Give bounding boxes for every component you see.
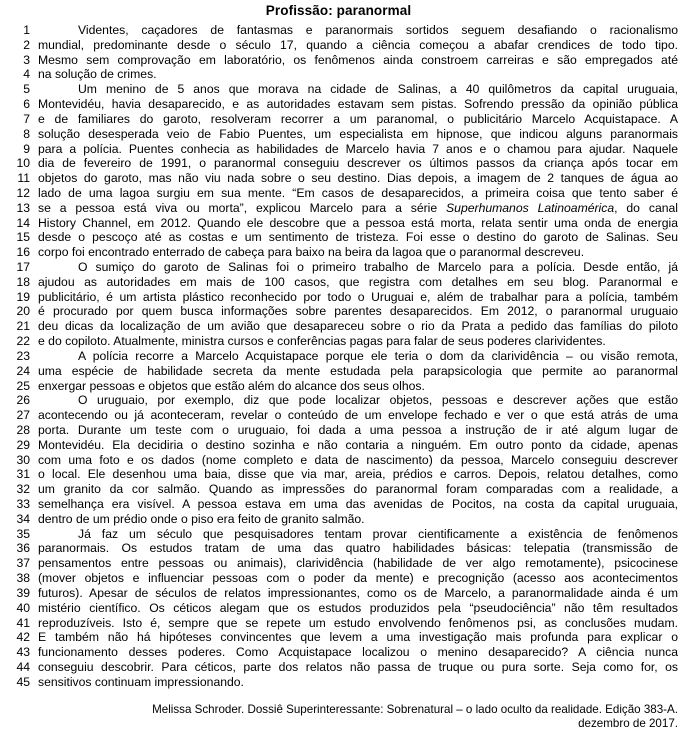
line-text: o local. Ele desenhou uma baia, disse que via mar, areia, prédios e carros. Depois, relatou detalhes, como — [38, 467, 678, 482]
line-number: 10 — [16, 156, 30, 171]
line-text: mundial, predominante desde o século 17, quando a ciência começou a abafar crendices de todo tipo. — [38, 37, 678, 52]
line-number: 43 — [16, 645, 30, 660]
numbered-passage — [0, 23, 681, 690]
passage-line — [0, 660, 681, 675]
line-text: dentro de um prédio onde o piso era feito de granito salmão. — [38, 511, 365, 526]
line-number: 19 — [16, 289, 30, 304]
passage-line — [0, 349, 681, 364]
passage-line — [0, 379, 681, 394]
passage-line — [0, 453, 681, 468]
line-number: 38 — [16, 571, 30, 586]
line-number: 36 — [16, 541, 30, 556]
line-number: 22 — [16, 334, 30, 349]
line-text: futuros). Apesar de séculos de relatos impressionantes, como os de Marcelo, a paranormalidade ainda é um — [38, 585, 678, 600]
line-text: acontecendo ou já aconteceram, revelar o conteúdo de um envelope fechado e ver o que está atrás de uma — [38, 408, 678, 423]
line-text: History Channel, em 2012. Quando ele descobre que a pessoa está morta, relata sentir uma onda de energia — [38, 215, 678, 230]
line-text: desde o pescoço até as costas e um sentimento de tristeza. Foi esse o destino do garoto de Salinas. Seu — [38, 230, 678, 245]
line-number: 35 — [16, 526, 30, 541]
passage-line — [0, 245, 681, 260]
line-text: Montevidéu, havia desaparecido, e as autoridades estavam sem pistas. Sofrendo pressão da opinião pública — [38, 97, 678, 112]
passage-line — [0, 541, 681, 556]
line-text: publicitário, é um artista plástico reconhecido por todo o Uruguai e, além de trabalhar para a polícia, também — [38, 289, 678, 304]
passage-line — [0, 512, 681, 527]
passage-line — [0, 364, 681, 379]
passage-line — [0, 230, 681, 245]
passage-line — [0, 38, 681, 53]
passage-line — [0, 645, 681, 660]
line-text: (mover objetos e influenciar pessoas com o poder da mente) e precognição (acesso aos acontecimentos — [38, 571, 678, 586]
passage-line — [0, 630, 681, 645]
passage-line — [0, 408, 681, 423]
passage-line — [0, 616, 681, 631]
line-text: com uma foto e os dados (nome completo e data de nascimento) da pessoa, Marcelo conseguiu descrever — [38, 452, 678, 467]
line-number: 18 — [16, 274, 30, 289]
passage-line — [0, 260, 681, 275]
line-text: deu dicas da localização de um avião que desapareceu sobre o rio da Prata a pedido das famílias do piloto — [38, 319, 678, 334]
line-text: lado de uma lagoa surgiu em sua mente. “Em casos de desaparecidos, a primeira coisa que tento saber é — [38, 185, 678, 200]
passage-line — [0, 67, 681, 82]
line-number: 44 — [16, 659, 30, 674]
line-number: 6 — [23, 97, 30, 112]
passage-line — [0, 82, 681, 97]
line-text: O sumiço do garoto de Salinas foi o primeiro trabalho de Marcelo para a polícia. Desde então, já — [78, 260, 678, 274]
passage-line — [0, 334, 681, 349]
line-text: semelhança era visível. A pessoa estava em uma das avenidas de Pocitos, na costa da capital uruguaia, — [38, 497, 678, 511]
line-text: corpo foi encontrado enterrado de cabeça para baixo na beira da lagoa que o paranormal descreveu. — [38, 245, 585, 260]
line-number: 7 — [23, 111, 30, 126]
line-number: 15 — [16, 230, 30, 245]
passage-line — [0, 186, 681, 201]
line-number: 13 — [16, 200, 30, 215]
passage-line — [0, 319, 681, 334]
passage-line — [0, 142, 681, 157]
line-number: 29 — [16, 437, 30, 452]
line-text: Um menino de 5 anos que morava na cidade de Salinas, a 40 quilômetros da capital uruguaia, — [78, 82, 678, 97]
line-number: 28 — [16, 422, 30, 437]
line-text: Montevidéu. Ela decidiria o destino sozinha e não contaria a ninguém. Em outro ponto da cidade, apenas — [38, 437, 678, 452]
passage-line — [0, 304, 681, 319]
line-text: Videntes, caçadores de fantasmas e paranormais sortidos seguem desafiando o racionalismo — [78, 23, 678, 37]
passage-line — [0, 112, 681, 127]
passage-line — [0, 601, 681, 616]
line-number: 27 — [16, 408, 30, 423]
line-text: para a polícia. Puentes conhecia as habilidades de Marcelo havia 7 anos e o chamou para ajudar. Naquele — [38, 141, 678, 156]
passage-line — [0, 97, 681, 112]
line-text: mistério científico. Os céticos alegam que os estudos produzidos pela “pseudociência” não têm resultados — [38, 600, 678, 615]
line-text: uma espécie de habilidade secreta da mente estudada pela parapsicologia que permite ao paranormal — [38, 363, 678, 378]
line-number: 11 — [17, 171, 30, 186]
line-text: solução desesperada veio de Fabio Puentes, um especialista em hipnose, que indicou alguns paranormais — [38, 126, 678, 141]
attribution-line-2: dezembro de 2017. — [578, 717, 678, 731]
line-number: 5 — [23, 82, 30, 97]
line-number: 9 — [23, 141, 30, 156]
attribution — [0, 703, 681, 732]
passage-line — [0, 23, 681, 38]
line-text: enxergar pessoas e objetos que estão além do alcance dos seus olhos. — [38, 378, 425, 393]
passage-line — [0, 127, 681, 142]
line-text: paranormais. Os estudos tratam de uma das quatro habilidades básicas: telepatia (transmissão de — [38, 541, 678, 556]
passage-line — [0, 423, 681, 438]
line-text: reproduzíveis. Isto é, sempre que se repete um estudo envolvendo fenômenos psi, as conclusões mudam. — [38, 615, 678, 630]
line-text: Mesmo sem comprovação em laboratório, os fenômenos ainda constroem carreiras e são empregados até — [38, 52, 678, 67]
line-text: A polícia recorre a Marcelo Acquistapace porque ele teria o dom da clarividência – ou visão remota, — [78, 348, 678, 363]
line-text: O uruguaio, por exemplo, diz que pode localizar objetos, pessoas e descrever ações que estão — [78, 393, 678, 408]
passage-line — [0, 556, 681, 571]
attribution-line-1: Melissa Schroder. Dossiê Superinteressante: Sobrenatural – o lado oculto da realidade. Edição 383-A. — [152, 702, 678, 716]
passage-line — [0, 275, 681, 290]
line-text: dia de fevereiro de 1991, o paranormal conseguiu descrever os últimos passos da criança após tocar em — [38, 156, 678, 171]
line-number: 26 — [16, 393, 30, 408]
passage-line — [0, 482, 681, 497]
line-text: conseguiu descobrir. Para céticos, parte dos relatos não passa de truque ou pura sorte. Seja como for, os — [38, 659, 678, 674]
line-number: 30 — [16, 452, 30, 467]
passage-line — [0, 586, 681, 601]
line-number: 12 — [16, 185, 30, 200]
passage-line — [0, 438, 681, 453]
line-number: 17 — [16, 260, 30, 274]
line-number: 24 — [16, 363, 30, 378]
line-number: 21 — [16, 319, 30, 334]
line-number: 40 — [16, 600, 30, 615]
line-number: 39 — [16, 585, 30, 600]
line-number: 8 — [23, 126, 30, 141]
line-number: 42 — [16, 630, 30, 645]
passage-line — [0, 201, 681, 216]
line-text: Já faz um século que pesquisadores tentam provar cientificamente a existência de fenômenos — [78, 526, 678, 541]
line-number: 1 — [23, 23, 30, 37]
passage-line — [0, 675, 681, 690]
line-text: um granito da cor salmão. Quando as impressões do paranormal foram comparadas com a realidade, a — [38, 482, 678, 497]
line-text: é procurado por quem busca informações sobre parentes desaparecidos. Em 2012, o paranormal uruguaio — [38, 304, 678, 319]
line-text: sensitivos continuam impressionando. — [38, 674, 244, 689]
line-number: 34 — [16, 511, 30, 526]
line-text: se a pessoa está viva ou morta”, explicou Marcelo para a série Superhumanos Latinoamérica, do canal — [38, 200, 678, 215]
line-number: 25 — [16, 378, 30, 393]
passage-line — [0, 571, 681, 586]
line-text: pensamentos entre pessoas ou animais), clarividência (habilidade de ver algo remotamente), psicocinese — [38, 556, 678, 571]
line-text: funcionamento desses poderes. Como Acquistapace localizou o menino desaparecido? A ciência nunca — [38, 645, 678, 660]
line-number: 37 — [16, 556, 30, 571]
page-title: Profissão: paranormal — [265, 3, 412, 18]
passage-line — [0, 171, 681, 186]
passage-line — [0, 393, 681, 408]
line-text: e do copiloto. Atualmente, ministra cursos e conferências pagas para falar de seus poderes clarividentes. — [38, 334, 606, 349]
line-number: 20 — [16, 304, 30, 319]
line-text: e de familiares do garoto, resolveram recorrer a um paranomal, o publicitário Marcelo Acquistapace. A — [38, 111, 678, 126]
passage-line — [0, 467, 681, 482]
line-number: 33 — [16, 497, 30, 511]
line-number: 4 — [23, 67, 30, 82]
passage-line — [0, 527, 681, 542]
line-text: na solução de crimes. — [38, 67, 157, 82]
passage-line — [0, 53, 681, 68]
document-page — [0, 2, 681, 755]
passage-line — [0, 216, 681, 231]
line-number: 41 — [16, 615, 30, 630]
line-number: 14 — [16, 215, 30, 230]
line-number: 16 — [16, 245, 30, 260]
line-number: 2 — [23, 37, 30, 52]
line-text: objetos do garoto, mas não viu nada sobre o seu destino. Dias depois, a imagem de 2 tanques de água ao — [38, 171, 678, 186]
line-text: porta. Durante um teste com o uruguaio, foi dada a uma pessoa a instrução de ir até algum lugar de — [38, 422, 678, 437]
line-number: 23 — [16, 348, 30, 363]
line-text: ajudou as autoridades em mais de 100 casos, que registra com detalhes em seu blog. Paranormal e — [38, 274, 678, 289]
line-number: 32 — [16, 482, 30, 497]
line-text: E também não há hipóteses convincentes que levem a uma investigação mais profunda para explicar o — [38, 630, 678, 645]
passage-line — [0, 497, 681, 512]
line-number: 3 — [23, 52, 30, 67]
line-number: 31 — [16, 467, 30, 482]
passage-line — [0, 290, 681, 305]
passage-line — [0, 156, 681, 171]
line-number: 45 — [16, 674, 30, 689]
